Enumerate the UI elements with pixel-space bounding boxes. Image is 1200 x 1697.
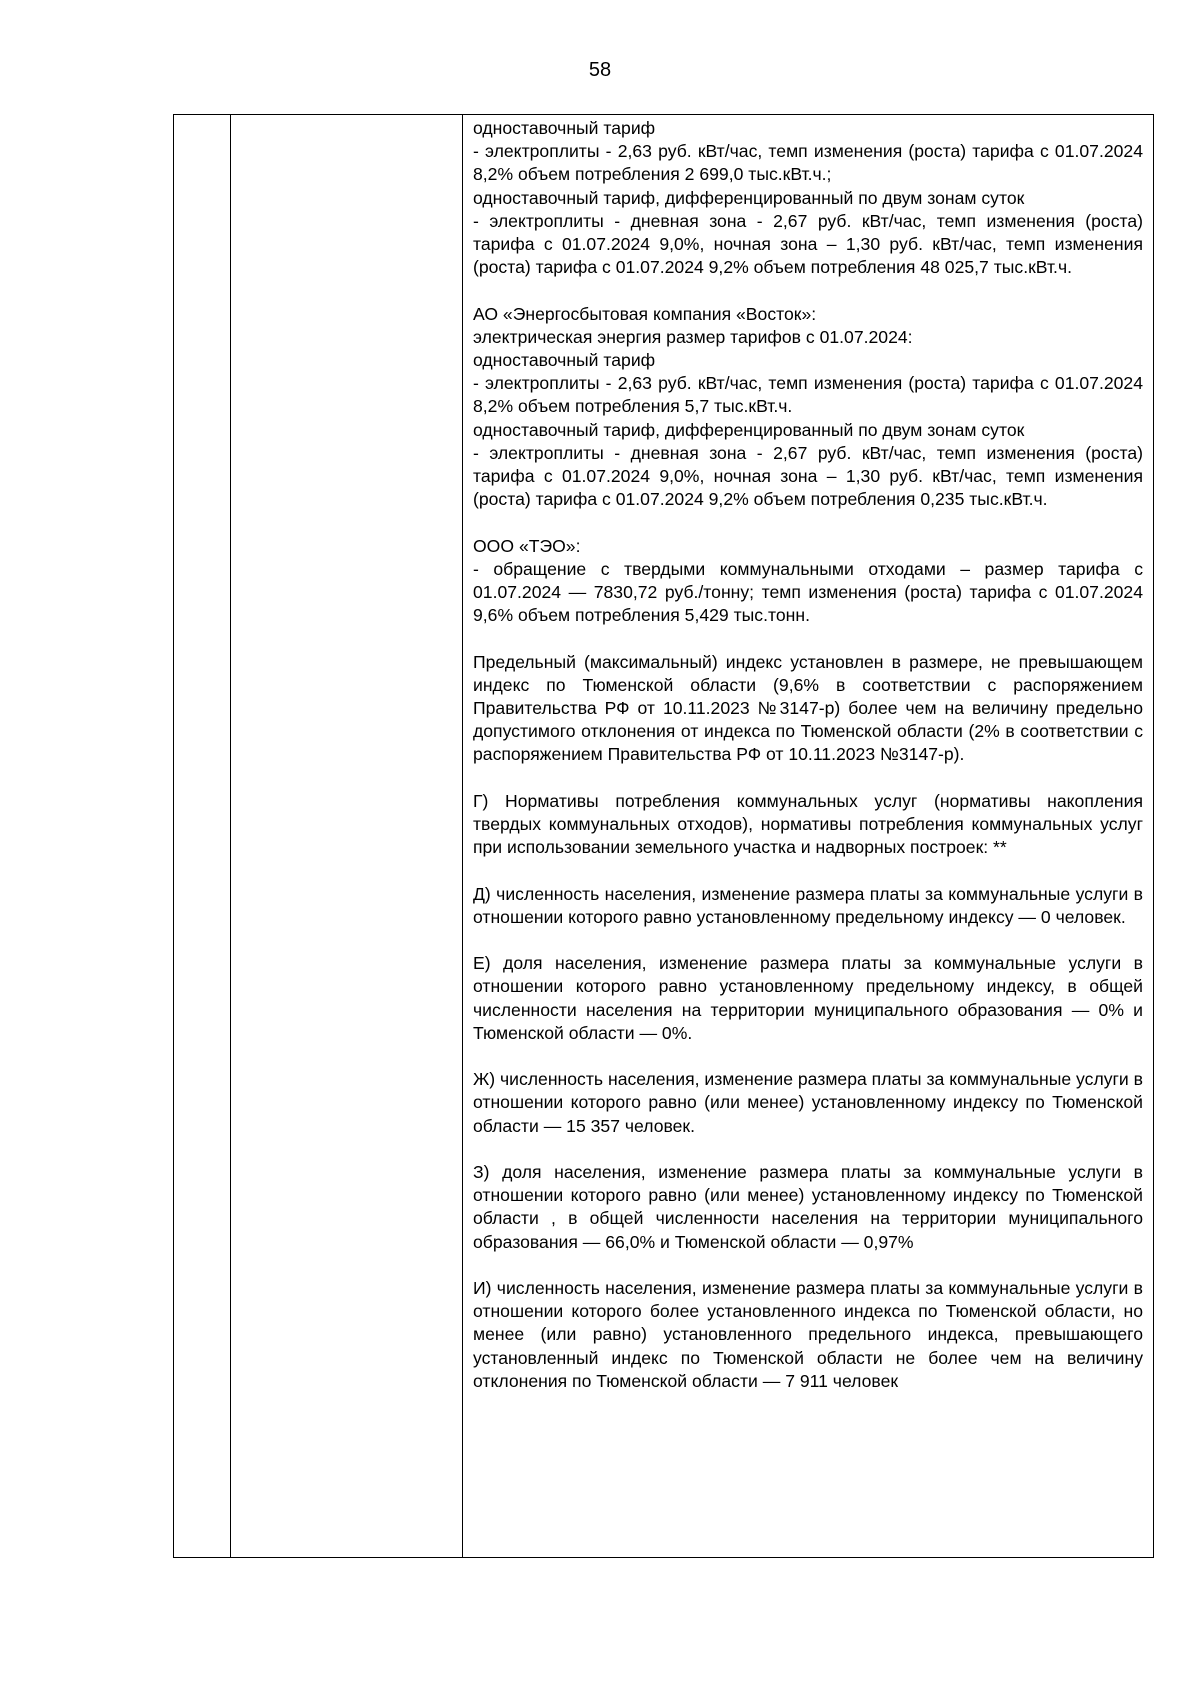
paragraph-section-d — [473, 883, 1143, 929]
text-line: Д) численность населения, изменение размера платы за коммунальные услуги в отношении которого равно установленному предельному индексу — 0 человек. — [473, 883, 1143, 927]
text-line: - электроплиты - 2,63 руб. кВт/час, темп изменения (роста) тарифа с 01.07.2024 8,2% объем потребления 2 699,0 тыс.кВт.ч.; — [473, 141, 1143, 185]
table-column-content — [463, 115, 1153, 1557]
page-number: 58 — [588, 59, 612, 81]
paragraph-teo-waste — [473, 535, 1143, 628]
paragraph-section-i — [473, 1277, 1143, 1393]
text-line: электрическая энергия размер тарифов с 01.07.2024: — [473, 326, 913, 347]
document-table — [173, 114, 1154, 1558]
text-line: - электроплиты - дневная зона - 2,67 руб. кВт/час, темп изменения (роста) тарифа с 01.07.2024 9,0%, ночная зона – 1,30 руб. кВт/час, темп изменения (роста) тарифа с 01.07.2024 9,2% объем потребления 48 025,7 тыс.кВт.ч. — [473, 210, 1143, 278]
text-line: - обращение с твердыми коммунальными отходами – размер тарифа с 01.07.2024 — 7830,72 руб./тонну; темп изменения (роста) тарифа с 01.07.2024 9,6% объем потребления 5,429 тыс.тонн. — [473, 558, 1143, 626]
text-line: одноставочный тариф, дифференцированный по двум зонам суток — [473, 419, 1025, 440]
text-line: Г) Нормативы потребления коммунальных услуг (нормативы накопления твердых коммунальных отходов), нормативы потребления коммунальных услуг при использовании земельного участка и надворных построек: ** — [473, 790, 1143, 858]
text-line: АО «Энергосбытовая компания «Восток»: — [473, 303, 817, 324]
text-line: одноставочный тариф — [473, 350, 656, 371]
paragraph-vostok-company — [473, 303, 1143, 512]
text-line: З) доля населения, изменение размера платы за коммунальные услуги в отношении которого равно (или менее) установленному индексу по Тюменской области , в общей численности населения на территории муниципального образования — 66,0% и Тюменской области — 0,97% — [473, 1162, 1143, 1252]
text-line: И) численность населения, изменение размера платы за коммунальные услуги в отношении которого более установленного индекса по Тюменской области, но менее (или равно) установленного предельного индекса, превышающего установленный индекс по Тюменской области не более чем на величину отклонения по Тюменской области — 7 911 человек — [473, 1278, 1143, 1391]
paragraph-section-z — [473, 1161, 1143, 1254]
text-line: одноставочный тариф, дифференцированный по двум зонам суток — [473, 187, 1025, 208]
paragraph-max-index — [473, 651, 1143, 767]
paragraph-tariffs-general — [473, 117, 1143, 279]
table-column-number — [174, 115, 231, 1557]
text-line: Ж) численность населения, изменение размера платы за коммунальные услуги в отношении которого равно (или менее) установленному индексу по Тюменской области — 15 357 человек. — [473, 1069, 1143, 1136]
text-line: Предельный (максимальный) индекс установлен в размере, не превышающем индекс по Тюменской области (9,6% в соответствии с распоряжением Правительства РФ от 10.11.2023 №3147-р) более чем на величину предельно допустимого отклонения от индекса по Тюменской области (2% в соответствии с распоряжением Правительства РФ от 10.11.2023 №3147-р). — [473, 651, 1143, 765]
text-line: - электроплиты - 2,63 руб. кВт/час, темп изменения (роста) тарифа с 01.07.2024 8,2% объем потребления 5,7 тыс.кВт.ч. — [473, 373, 1143, 417]
text-line: - электроплиты - дневная зона - 2,67 руб. кВт/час, темп изменения (роста) тарифа с 01.07.2024 9,0%, ночная зона – 1,30 руб. кВт/час, темп изменения (роста) тарифа с 01.07.2024 9,2% объем потребления 0,235 тыс.кВт.ч. — [473, 442, 1143, 510]
text-line: одноставочный тариф — [473, 118, 656, 138]
paragraph-section-g — [473, 790, 1143, 860]
paragraph-section-e — [473, 952, 1143, 1045]
text-line: ООО «ТЭО»: — [473, 535, 581, 556]
paragraph-section-zh — [473, 1068, 1143, 1138]
table-column-indicator — [231, 115, 463, 1557]
text-line: Е) доля населения, изменение размера платы за коммунальные услуги в отношении которого равно установленному предельному индексу, в общей численности населения на территории муниципального образования — 0% и Тюменской области — 0%. — [473, 953, 1143, 1043]
